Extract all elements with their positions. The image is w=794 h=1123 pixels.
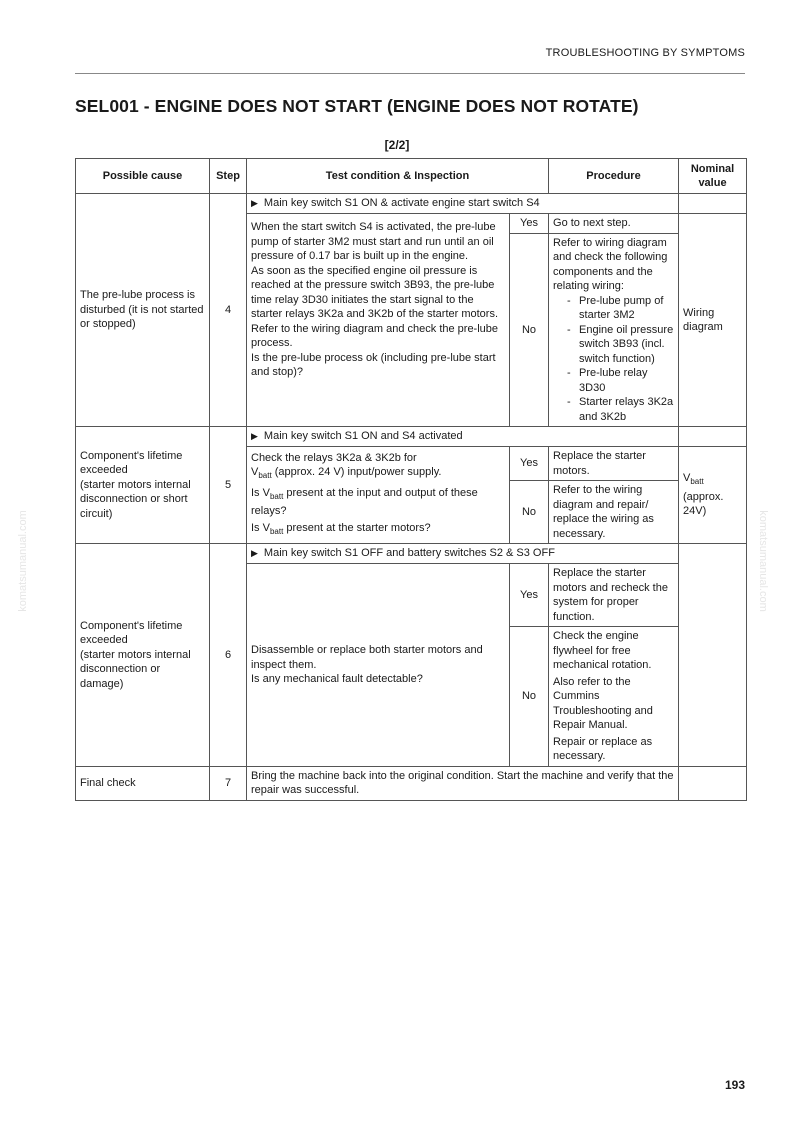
- arrow-right-icon: ▶: [251, 198, 258, 209]
- cause-cell: Final check: [76, 766, 210, 800]
- running-header: TROUBLESHOOTING BY SYMPTOMS: [545, 47, 745, 59]
- list-item: - Engine oil pressure switch 3B93 (incl. switch function): [565, 323, 674, 367]
- empty-cell: [679, 544, 747, 767]
- step-cell: 5: [210, 427, 247, 544]
- col-header-test: Test condition & Inspection: [247, 159, 549, 194]
- cause-text: (starter motors internal disconnection or damage): [80, 648, 191, 690]
- procedure-cell: [549, 627, 679, 767]
- procedure-cell: Replace the starter motors.: [549, 447, 679, 481]
- procedure-cell: Go to next step.: [549, 214, 679, 234]
- procedure-text: Also refer to the Cummins Troubleshooting and Repair Manual.: [553, 675, 653, 731]
- nominal-text: (approx. 24V): [683, 490, 724, 518]
- page-number: 193: [724, 1078, 745, 1092]
- watermark-right: komatsumanual.com: [756, 510, 769, 612]
- yes-label: Yes: [510, 447, 549, 481]
- table-row: [76, 427, 747, 447]
- condition-text: Main key switch S1 OFF and battery switches S2 & S3 OFF: [263, 547, 555, 560]
- cause-cell: [76, 544, 210, 767]
- part-indicator: [2/2]: [384, 138, 410, 152]
- cause-cell: The pre-lube process is disturbed (it is not started or stopped): [76, 194, 210, 427]
- inspection-text: Is any mechanical fault detectable?: [251, 673, 423, 685]
- condition-cell: [247, 194, 679, 214]
- table-row: [76, 544, 747, 564]
- cause-text: Component's lifetime exceeded: [80, 619, 183, 646]
- watermark-left: komatsumanual.com: [16, 510, 29, 612]
- nominal-cell: Wiring diagram: [679, 214, 747, 427]
- step-cell: 7: [210, 766, 247, 800]
- inspection-text: As soon as the specified engine oil pressure is reached at the pressure switch 3B93, the pre-lube time relay 3D30 initiates the start signal to the starter relays 3K2a and 3K2b of the starter motors.: [251, 264, 499, 320]
- col-header-procedure: Procedure: [549, 159, 679, 194]
- arrow-right-icon: ▶: [251, 548, 258, 559]
- table-header-row: [76, 159, 747, 194]
- procedure-cell: Replace the starter motors and recheck the system for proper function.: [549, 564, 679, 627]
- empty-cell: [679, 427, 747, 447]
- procedure-cell: Refer to the wiring diagram and repair/ replace the wiring as necessary.: [549, 481, 679, 544]
- yes-label: Yes: [510, 564, 549, 627]
- inspection-text-part: (approx. 24 V) input/power supply.: [271, 466, 442, 479]
- inspection-cell: [247, 214, 510, 427]
- subscript: batt: [269, 491, 284, 501]
- cause-cell: [76, 427, 210, 544]
- arrow-right-icon: ▶: [251, 431, 258, 442]
- page-title: SEL001 - ENGINE DOES NOT START (ENGINE DOES NOT ROTATE): [75, 96, 639, 116]
- inspection-text-part: present at the input and output of these relays?: [251, 486, 478, 518]
- final-check-cell: Bring the machine back into the original condition. Start the machine and verify that the repair was successful.: [247, 766, 679, 800]
- condition-cell: [247, 427, 679, 447]
- inspection-text: Refer to the wiring diagram and check the pre-lube process.: [251, 322, 499, 349]
- table-row: [76, 194, 747, 214]
- inspection-text: [251, 521, 505, 540]
- nominal-cell: [679, 447, 747, 544]
- nominal-text: [683, 471, 742, 490]
- col-header-step: Step: [210, 159, 247, 194]
- header-rule: [75, 73, 745, 74]
- no-label: No: [510, 481, 549, 544]
- inspection-text-part: Is V: [251, 486, 270, 499]
- inspection-text: [251, 486, 505, 519]
- inspection-text: Disassemble or replace both starter motors and inspect them.: [251, 644, 483, 671]
- empty-cell: [679, 194, 747, 214]
- inspection-text-part: V: [251, 466, 259, 479]
- nominal-text-part: V: [683, 472, 691, 485]
- subscript: batt: [690, 477, 704, 487]
- no-label: No: [510, 233, 549, 427]
- subscript: batt: [269, 526, 284, 536]
- inspection-text: When the start switch S4 is activated, the pre-lube pump of starter 3M2 must start and run until an oil pressure of 0.17 bar is built up in the engine.: [251, 221, 496, 262]
- subscript: batt: [258, 471, 272, 481]
- inspection-text-part: Is V: [251, 521, 270, 534]
- procedure-cell: [549, 233, 679, 427]
- empty-cell: [679, 766, 747, 800]
- cause-text: Component's lifetime exceeded: [80, 449, 183, 477]
- list-item: - Pre-lube relay 3D30: [565, 366, 674, 395]
- list-item: - Pre-lube pump of starter 3M2: [565, 294, 674, 323]
- procedure-text: Refer to wiring diagram and check the following components and the relating wiring:: [553, 236, 668, 292]
- col-header-nominal: Nominal value: [679, 159, 747, 194]
- inspection-cell: [247, 447, 510, 544]
- condition-cell: [247, 544, 679, 564]
- troubleshooting-table: [75, 158, 747, 801]
- table-row: [76, 766, 747, 800]
- condition-text: Main key switch S1 ON & activate engine start switch S4: [263, 197, 540, 210]
- step-cell: 6: [210, 544, 247, 767]
- cause-text: (starter motors internal disconnection or short circuit): [80, 478, 191, 520]
- col-header-cause: Possible cause: [76, 159, 210, 194]
- inspection-text: [251, 451, 505, 484]
- yes-label: Yes: [510, 214, 549, 234]
- step-cell: 4: [210, 194, 247, 427]
- inspection-text: Is the pre-lube process ok (including pre-lube start and stop)?: [251, 351, 496, 378]
- inspection-text-part: Check the relays 3K2a & 3K2b for: [251, 451, 417, 464]
- procedure-text: Repair or replace as necessary.: [553, 735, 653, 762]
- component-list: [553, 294, 674, 425]
- inspection-text-part: present at the starter motors?: [283, 521, 431, 534]
- condition-text: Main key switch S1 ON and S4 activated: [263, 430, 463, 443]
- procedure-text: Check the engine flywheel for free mechanical rotation.: [553, 630, 652, 671]
- list-item: - Starter relays 3K2a and 3K2b: [565, 395, 674, 424]
- no-label: No: [510, 627, 549, 767]
- inspection-cell: [247, 564, 510, 767]
